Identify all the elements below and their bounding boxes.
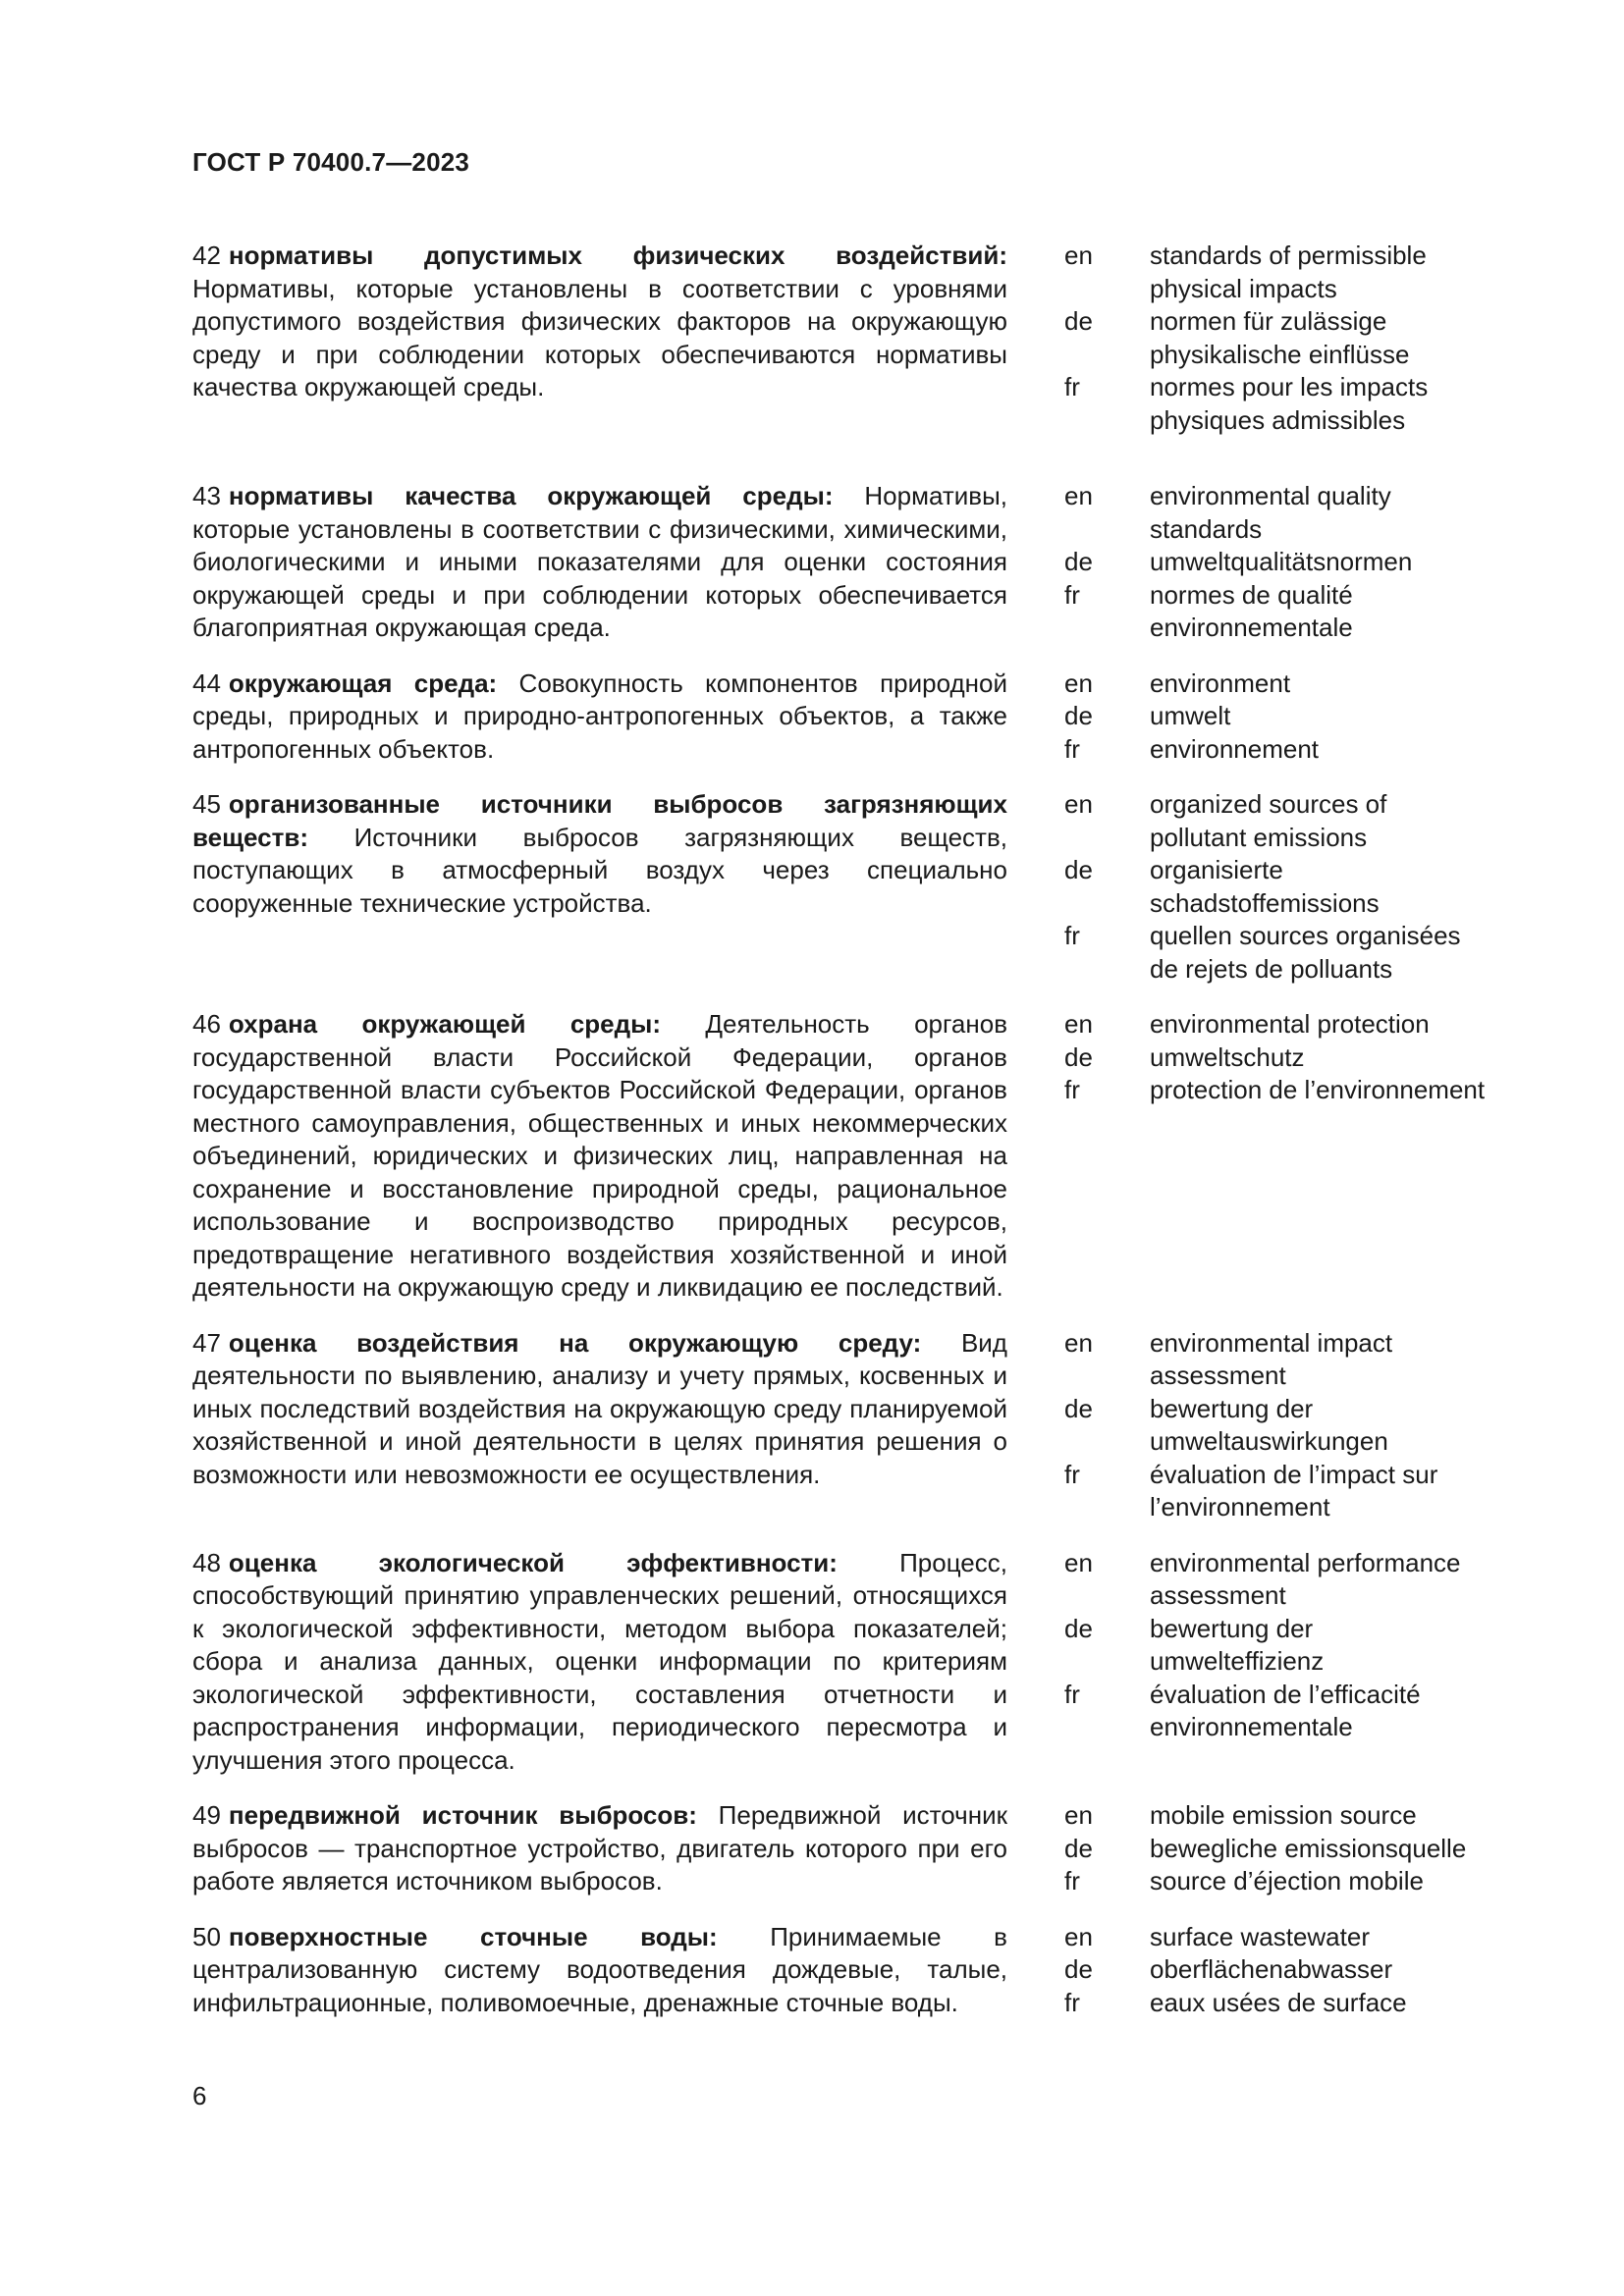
translation-de [1064, 700, 1489, 733]
translation-text: eaux usées de surface [1150, 1987, 1407, 2017]
term-heading: поверхностные сточные воды: [228, 1921, 718, 1951]
translation-fr [1064, 920, 1489, 986]
translation-text: environment [1150, 667, 1291, 698]
translation-text: mobile emission source [1150, 1800, 1417, 1830]
term-ru [192, 1327, 1007, 1524]
translation-fr [1064, 1987, 1489, 2020]
translation-de [1064, 1833, 1489, 1866]
term-number: 45 [192, 789, 221, 819]
term-number: 50 [192, 1921, 221, 1951]
page-number: 6 [192, 2081, 207, 2110]
lang-code-fr: fr [1064, 921, 1080, 950]
translation-en [1064, 1799, 1489, 1833]
term-ru [192, 1799, 1007, 1898]
terms-list [192, 240, 1489, 2042]
lang-code-en: en [1064, 1800, 1093, 1830]
lang-code-en: en [1064, 1547, 1093, 1577]
lang-code-en: en [1064, 481, 1093, 510]
translation-fr [1064, 371, 1489, 437]
term-number: 44 [192, 667, 221, 698]
lang-code-fr: fr [1064, 1866, 1080, 1896]
translation-text: protection de l’environnement [1150, 1075, 1486, 1104]
translation-fr [1064, 733, 1489, 767]
translation-en [1064, 1008, 1489, 1041]
term-entry-50 [192, 1921, 1489, 2020]
lang-code-fr: fr [1064, 1679, 1080, 1709]
lang-code-de: de [1064, 306, 1093, 336]
term-entry-49 [192, 1799, 1489, 1898]
term-translations [1064, 1921, 1489, 2020]
term-definition: Передвижной источник выбросов — транспортное устройство, двигатель которого при его работе является источником выбросов. [192, 1800, 1007, 1896]
term-heading: нормативы качества окружающей среды: [228, 481, 834, 510]
term-definition: Процесс, способствующий принятию управленческих решений, относящихся к экологической эффективности, методом выбора показателей; сбора и анализа данных, оценки информации по критериям экологической эффективности, составления отчетности и распространения информации, периодического пересмотра и улучшения этого процесса. [192, 1547, 1007, 1775]
translation-de [1064, 1041, 1489, 1075]
term-number: 46 [192, 1009, 221, 1039]
term-definition: Нормативы, которые установлены в соответствии с уровнями допустимого воздействия физических факторов на окружающую среду и при соблюдении которых обеспечиваются нормативы качества окружающей среды. [192, 273, 1007, 401]
term-heading: нормативы допустимых физических воздействий: [228, 240, 1007, 270]
lang-code-de: de [1064, 1041, 1093, 1072]
term-heading: организованные источники выбросов загрязняющих веществ: [192, 789, 1007, 852]
translation-fr [1064, 579, 1489, 645]
lang-code-en: en [1064, 1327, 1093, 1358]
term-ru [192, 1547, 1007, 1778]
term-definition: Источники выбросов загрязняющих веществ, поступающих в атмосферный воздух через специально сооруженные технические устройства. [192, 822, 1007, 918]
lang-code-de: de [1064, 855, 1093, 884]
translation-en [1064, 1547, 1489, 1613]
term-entry-46 [192, 1008, 1489, 1305]
lang-code-fr: fr [1064, 733, 1080, 764]
translation-text: bewertung der umwelteffizienz [1150, 1613, 1325, 1676]
lang-code-en: en [1064, 1009, 1093, 1039]
term-heading: окружающая среда: [228, 667, 498, 698]
term-entry-48 [192, 1547, 1489, 1778]
term-definition: Нормативы, которые установлены в соответствии с физическими, химическими, биологическими и иными показателями для оценки состояния окружающей среды и при соблюдении которых обеспечивается благоприятная окружающая среда. [192, 481, 1007, 642]
translation-de [1064, 305, 1489, 371]
term-translations [1064, 667, 1489, 767]
translation-de [1064, 1613, 1489, 1679]
lang-code-de: de [1064, 701, 1093, 730]
lang-code-fr: fr [1064, 372, 1080, 401]
term-definition: Деятельность органов государственной власти Российской Федерации, органов государственной власти субъектов Российской Федерации, органов местного самоуправления, общественных и иных некоммерческих объединений, юридических и физических лиц, направленная на сохранение и восстановление природной среды, рациональное использование и воспроизводство природных ресурсов, предотвращение негативного воздействия хозяйственной и иной деятельности на окружающую среду и ликвидацию ее последствий. [192, 1009, 1007, 1302]
term-ru [192, 667, 1007, 767]
translation-text: environmental impact assessment [1150, 1327, 1393, 1390]
translation-de [1064, 1953, 1489, 1987]
translation-text: organisierte schadstoffemissions [1150, 855, 1380, 918]
term-translations [1064, 788, 1489, 986]
term-heading: охрана окружающей среды: [228, 1009, 662, 1039]
term-translations [1064, 240, 1489, 437]
term-definition: Совокупность компонентов природной среды, природных и природно-антропогенных объектов, а также антропогенных объектов. [192, 667, 1007, 764]
translation-text: environmental performance assessment [1150, 1547, 1461, 1610]
translation-text: environmental quality standards [1150, 481, 1391, 544]
translation-text: environnement [1150, 733, 1319, 764]
term-translations [1064, 1547, 1489, 1778]
term-ru [192, 240, 1007, 437]
translation-de [1064, 854, 1489, 920]
term-heading: оценка воздействия на окружающую среду: [228, 1327, 922, 1358]
term-heading: передвижной источник выбросов: [228, 1800, 697, 1830]
term-heading: оценка экологической эффективности: [228, 1547, 838, 1577]
term-translations [1064, 1799, 1489, 1898]
translation-en [1064, 1921, 1489, 1954]
translation-text: umweltschutz [1150, 1041, 1305, 1072]
translation-text: bewegliche emissionsquelle [1150, 1833, 1467, 1863]
term-definition: Вид деятельности по выявлению, анализу и учету прямых, косвенных и иных последствий воздействия на окружающую среду планируемой хозяйственной и иной деятельности в целях принятия решения о возможности или невозможности ее осуществления. [192, 1327, 1007, 1489]
lang-code-en: en [1064, 240, 1093, 270]
translation-text: normen für zulässige physikalische einflüsse [1150, 306, 1410, 369]
translation-text: surface wastewater [1150, 1921, 1370, 1951]
term-number: 43 [192, 481, 221, 510]
translation-text: normes pour les impacts physiques admissibles [1150, 372, 1429, 435]
translation-en [1064, 480, 1489, 546]
term-entry-47 [192, 1327, 1489, 1524]
lang-code-fr: fr [1064, 1987, 1080, 2017]
lang-code-fr: fr [1064, 579, 1080, 610]
lang-code-fr: fr [1064, 1459, 1080, 1489]
translation-text: umwelt [1150, 701, 1231, 730]
translation-de [1064, 1393, 1489, 1459]
term-translations [1064, 1327, 1489, 1524]
translation-en [1064, 788, 1489, 854]
lang-code-de: de [1064, 1613, 1093, 1643]
lang-code-de: de [1064, 1833, 1093, 1863]
term-number: 47 [192, 1327, 221, 1358]
lang-code-de: de [1064, 1393, 1093, 1423]
term-number: 42 [192, 240, 221, 270]
term-entry-45 [192, 788, 1489, 986]
translation-text: oberflächenabwasser [1150, 1954, 1393, 1984]
term-entry-44 [192, 667, 1489, 767]
translation-text: évaluation de l’efficacité environnementale [1150, 1679, 1421, 1741]
translation-text: quellen sources organisées de rejets de polluants [1150, 921, 1461, 984]
translation-en [1064, 1327, 1489, 1393]
translation-fr [1064, 1679, 1489, 1744]
lang-code-de: de [1064, 547, 1093, 576]
term-ru [192, 480, 1007, 645]
translation-text: source d’éjection mobile [1150, 1866, 1424, 1896]
translation-text: bewertung der umweltauswirkungen [1150, 1393, 1388, 1456]
translation-text: normes de qualité environnementale [1150, 579, 1353, 642]
term-ru [192, 1921, 1007, 2020]
translation-de [1064, 546, 1489, 579]
lang-code-en: en [1064, 789, 1093, 819]
lang-code-de: de [1064, 1954, 1093, 1984]
translation-en [1064, 667, 1489, 701]
document-header: ГОСТ Р 70400.7—2023 [192, 147, 470, 177]
term-number: 48 [192, 1547, 221, 1577]
term-entry-42 [192, 240, 1489, 437]
translation-text: environmental protection [1150, 1009, 1430, 1039]
lang-code-fr: fr [1064, 1075, 1080, 1104]
term-translations [1064, 480, 1489, 645]
translation-fr [1064, 1074, 1489, 1107]
term-ru [192, 1008, 1007, 1305]
translation-text: standards of permissible physical impacts [1150, 240, 1427, 303]
lang-code-en: en [1064, 667, 1093, 698]
translation-text: évaluation de l’impact sur l’environnement [1150, 1459, 1438, 1522]
translation-fr [1064, 1865, 1489, 1898]
term-entry-43 [192, 480, 1489, 645]
term-definition: Принимаемые в централизованную систему водоотведения дождевые, талые, инфильтрационные, поливомоечные, дренажные сточные воды. [192, 1921, 1007, 2017]
lang-code-en: en [1064, 1921, 1093, 1951]
translation-fr [1064, 1459, 1489, 1524]
translation-text: umweltqualitätsnormen [1150, 547, 1413, 576]
term-translations [1064, 1008, 1489, 1305]
translation-text: organized sources of pollutant emissions [1150, 789, 1387, 852]
term-ru [192, 788, 1007, 986]
term-number: 49 [192, 1800, 221, 1830]
translation-en [1064, 240, 1489, 305]
